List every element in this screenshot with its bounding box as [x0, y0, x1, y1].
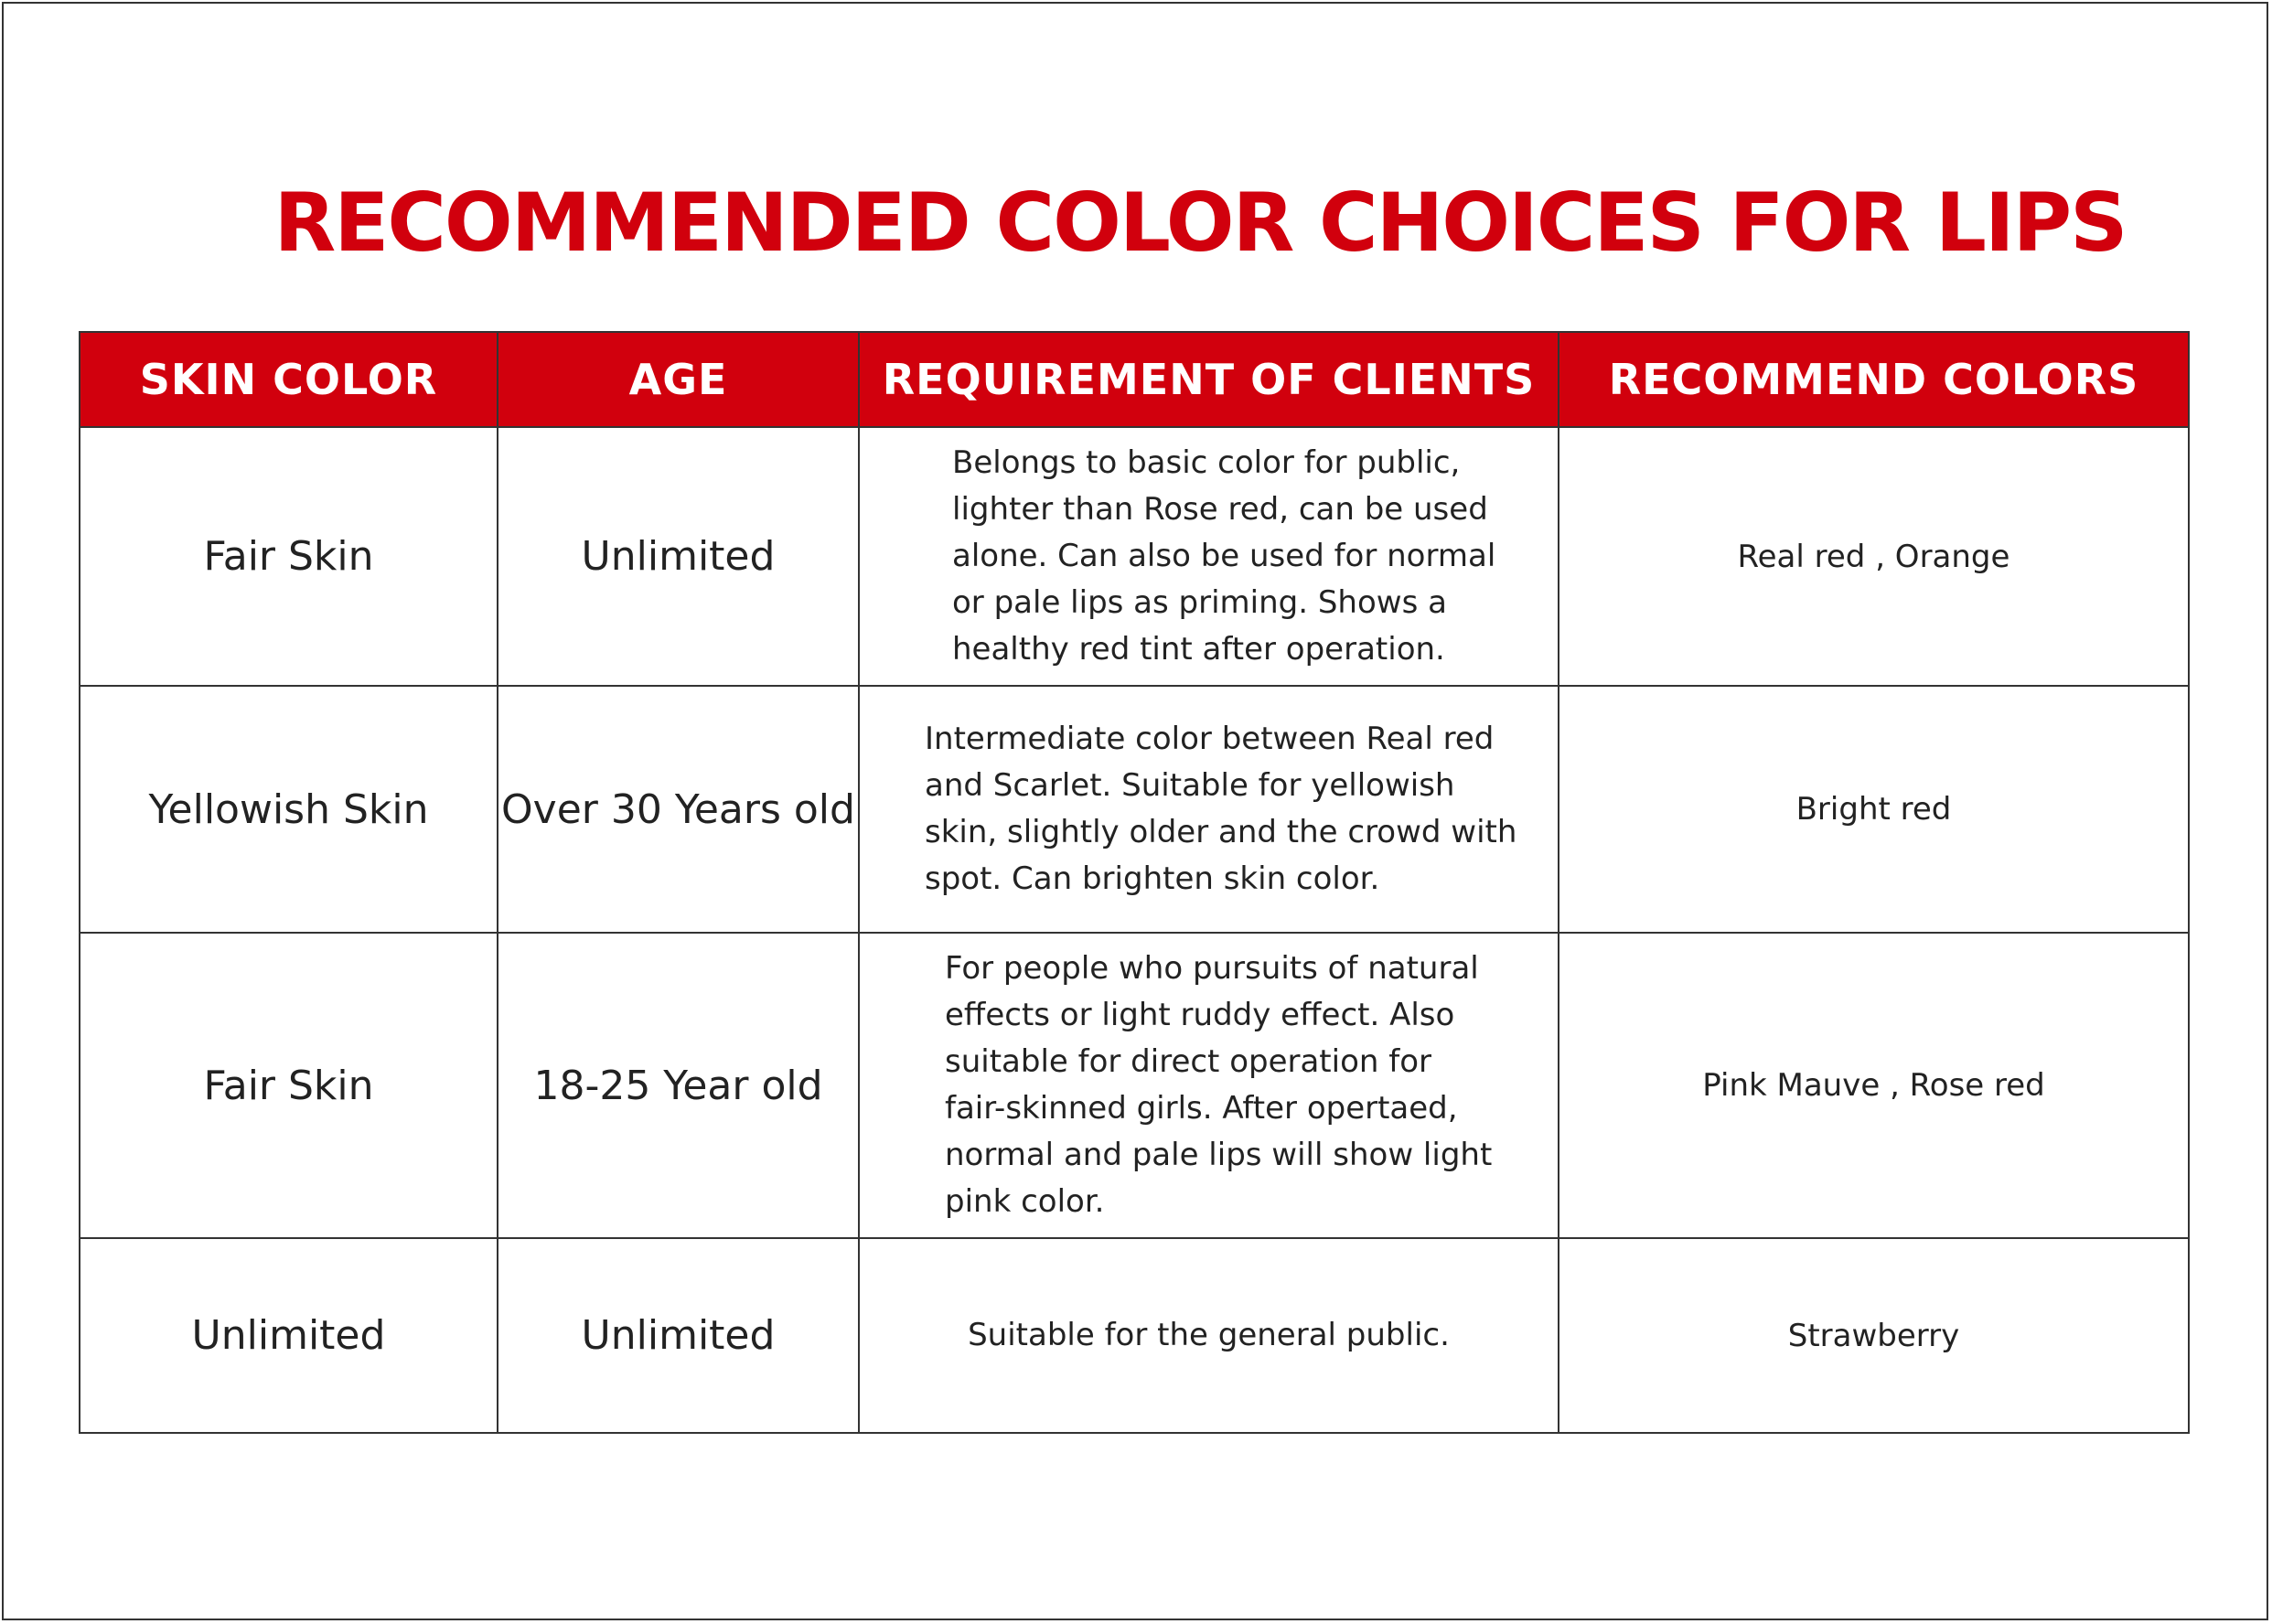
cell-age: Over 30 Years old — [498, 686, 859, 933]
table-row — [80, 1238, 2189, 1433]
header-recommend-colors: RECOMMEND COLORS — [1559, 332, 2189, 427]
cell-skin-color: Fair Skin — [80, 427, 498, 686]
cell-requirement — [859, 427, 1559, 686]
header-requirement-of-clients: REQUIREMENT OF CLIENTS — [859, 332, 1559, 427]
header-skin-color: SKIN COLOR — [80, 332, 498, 427]
cell-recommend-colors: Pink Mauve , Rose red — [1559, 933, 2189, 1238]
requirement-text: Suitable for the general public. — [968, 1317, 1450, 1353]
requirement-text: Belongs to basic color for public, lighter than Rose red, can be used alone. Can also be used for normal or pale lips as priming. Shows a healthy red tint after operation. — [952, 444, 1496, 668]
table-header-row — [80, 332, 2189, 427]
header-age: AGE — [498, 332, 859, 427]
table-row — [80, 933, 2189, 1238]
cell-requirement — [859, 933, 1559, 1238]
cell-requirement — [859, 686, 1559, 933]
cell-recommend-colors: Bright red — [1559, 686, 2189, 933]
cell-recommend-colors: Real red , Orange — [1559, 427, 2189, 686]
cell-age: Unlimited — [498, 1238, 859, 1433]
cell-skin-color: Fair Skin — [80, 933, 498, 1238]
table-row — [80, 427, 2189, 686]
page-title: RECOMMENDED COLOR CHOICES FOR LIPS — [273, 176, 2127, 270]
cell-skin-color: Yellowish Skin — [80, 686, 498, 933]
requirement-text: For people who pursuits of natural effects or light ruddy effect. Also suitable for direct operation for fair-skinned girls. After opertaed, normal and pale lips will show light pink color. — [945, 950, 1493, 1220]
table-row — [80, 686, 2189, 933]
cell-age: Unlimited — [498, 427, 859, 686]
lip-color-table — [79, 331, 2190, 1434]
cell-age: 18-25 Year old — [498, 933, 859, 1238]
requirement-text: Intermediate color between Real red and Scarlet. Suitable for yellowish skin, slightly older and the crowd with spot. Can brighten skin color. — [925, 721, 1517, 897]
cell-skin-color: Unlimited — [80, 1238, 498, 1433]
cell-recommend-colors: Strawberry — [1559, 1238, 2189, 1433]
cell-requirement — [859, 1238, 1559, 1433]
